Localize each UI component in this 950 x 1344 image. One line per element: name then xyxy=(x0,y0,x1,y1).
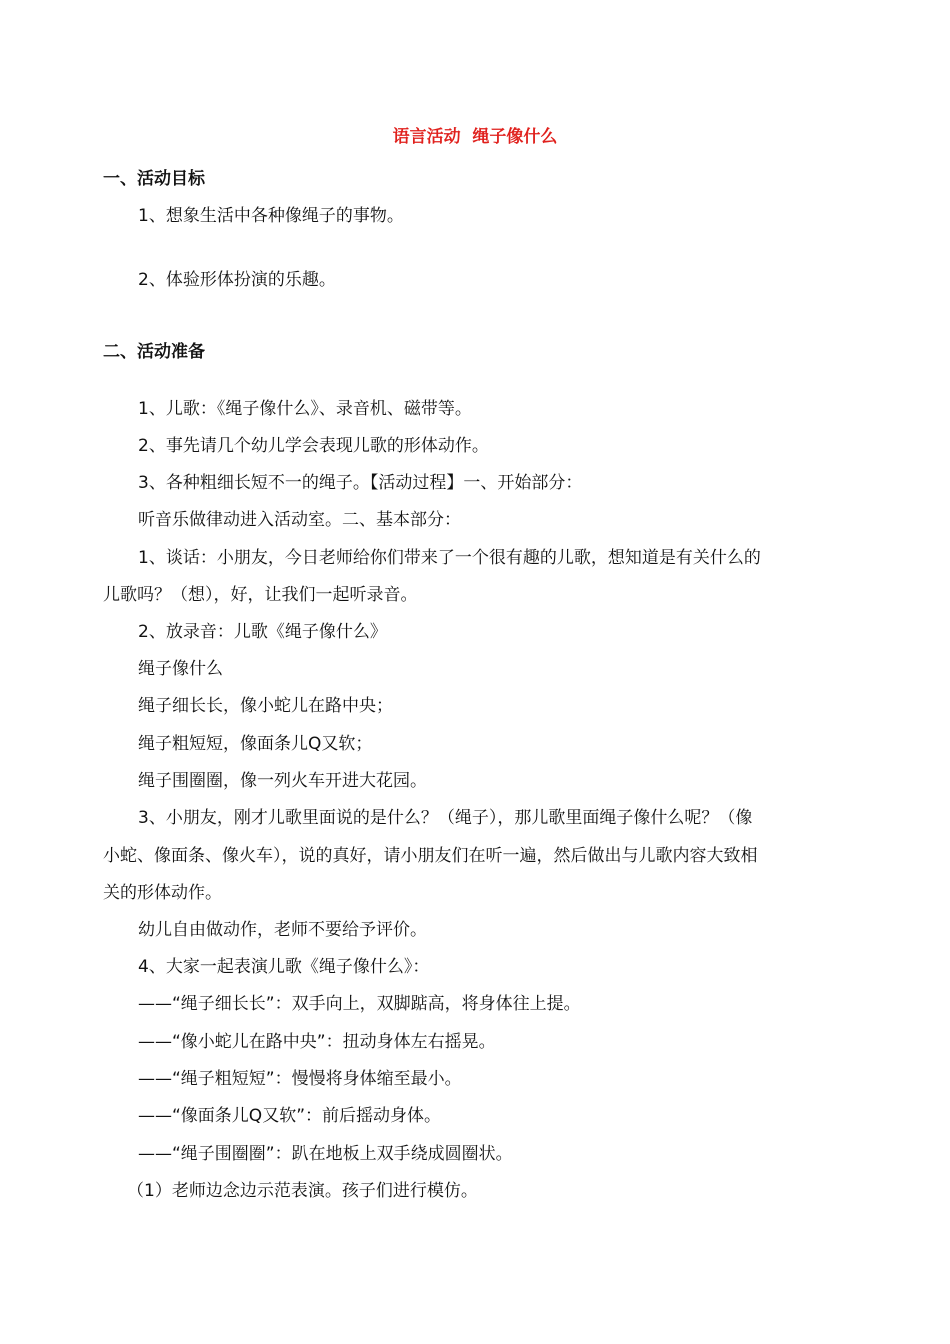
text-line: 小蛇、像面条、像火车），说的真好，请小朋友们在听一遍，然后做出与儿歌内容大致相 xyxy=(103,846,758,866)
text-line: 关的形体动作。 xyxy=(103,883,222,903)
action-line: ——“绳子围圈圈”：趴在地板上双手绕成圆圈状。 xyxy=(138,1144,513,1164)
text-line: 2、放录音：儿歌《绳子像什么》 xyxy=(138,622,387,642)
text-line: 3、小朋友，刚才儿歌里面说的是什么？（绳子），那儿歌里面绳子像什么呢？（像 xyxy=(138,808,753,828)
text-line: 儿歌吗？（想），好，让我们一起听录音。 xyxy=(103,585,418,605)
action-line: ——“绳子粗短短”：慢慢将身体缩至最小。 xyxy=(138,1069,462,1089)
text-line: 3、各种粗细长短不一的绳子。【活动过程】一、开始部分： xyxy=(138,473,583,493)
poem-line: 绳子围圈圈，像一列火车开进大花园。 xyxy=(138,771,427,791)
poem-line: 绳子粗短短，像面条儿Q又软； xyxy=(138,734,373,754)
action-line: ——“绳子细长长”：双手向上，双脚踮高，将身体往上提。 xyxy=(138,994,581,1014)
poem-title: 绳子像什么 xyxy=(138,659,223,679)
document-title: 语言活动 绳子像什么 xyxy=(392,127,558,147)
poem-line: 绳子细长长，像小蛇儿在路中央； xyxy=(138,696,393,716)
text-line: 1、儿歌：《绳子像什么》、录音机、磁带等。 xyxy=(138,399,472,419)
text-line: （1）老师边念边示范表演。孩子们进行模仿。 xyxy=(127,1181,478,1201)
text-line: 4、大家一起表演儿歌《绳子像什么》： xyxy=(138,957,430,977)
goal-item-1: 1、想象生活中各种像绳子的事物。 xyxy=(138,206,404,226)
text-line: 2、事先请几个幼儿学会表现儿歌的形体动作。 xyxy=(138,436,489,456)
text-line: 幼儿自由做动作，老师不要给予评价。 xyxy=(138,920,427,940)
section-heading-preparation: 二、活动准备 xyxy=(103,342,205,362)
action-line: ——“像小蛇儿在路中央”：扭动身体左右摇晃。 xyxy=(138,1032,496,1052)
goal-item-2: 2、体验形体扮演的乐趣。 xyxy=(138,270,336,290)
section-heading-goals: 一、活动目标 xyxy=(103,169,205,189)
text-line: 1、谈话：小朋友，今日老师给你们带来了一个很有趣的儿歌，想知道是有关什么的 xyxy=(138,548,761,568)
text-line: 听音乐做律动进入活动室。二、基本部分： xyxy=(138,510,461,530)
action-line: ——“像面条儿Q又软”：前后摇动身体。 xyxy=(138,1106,441,1126)
